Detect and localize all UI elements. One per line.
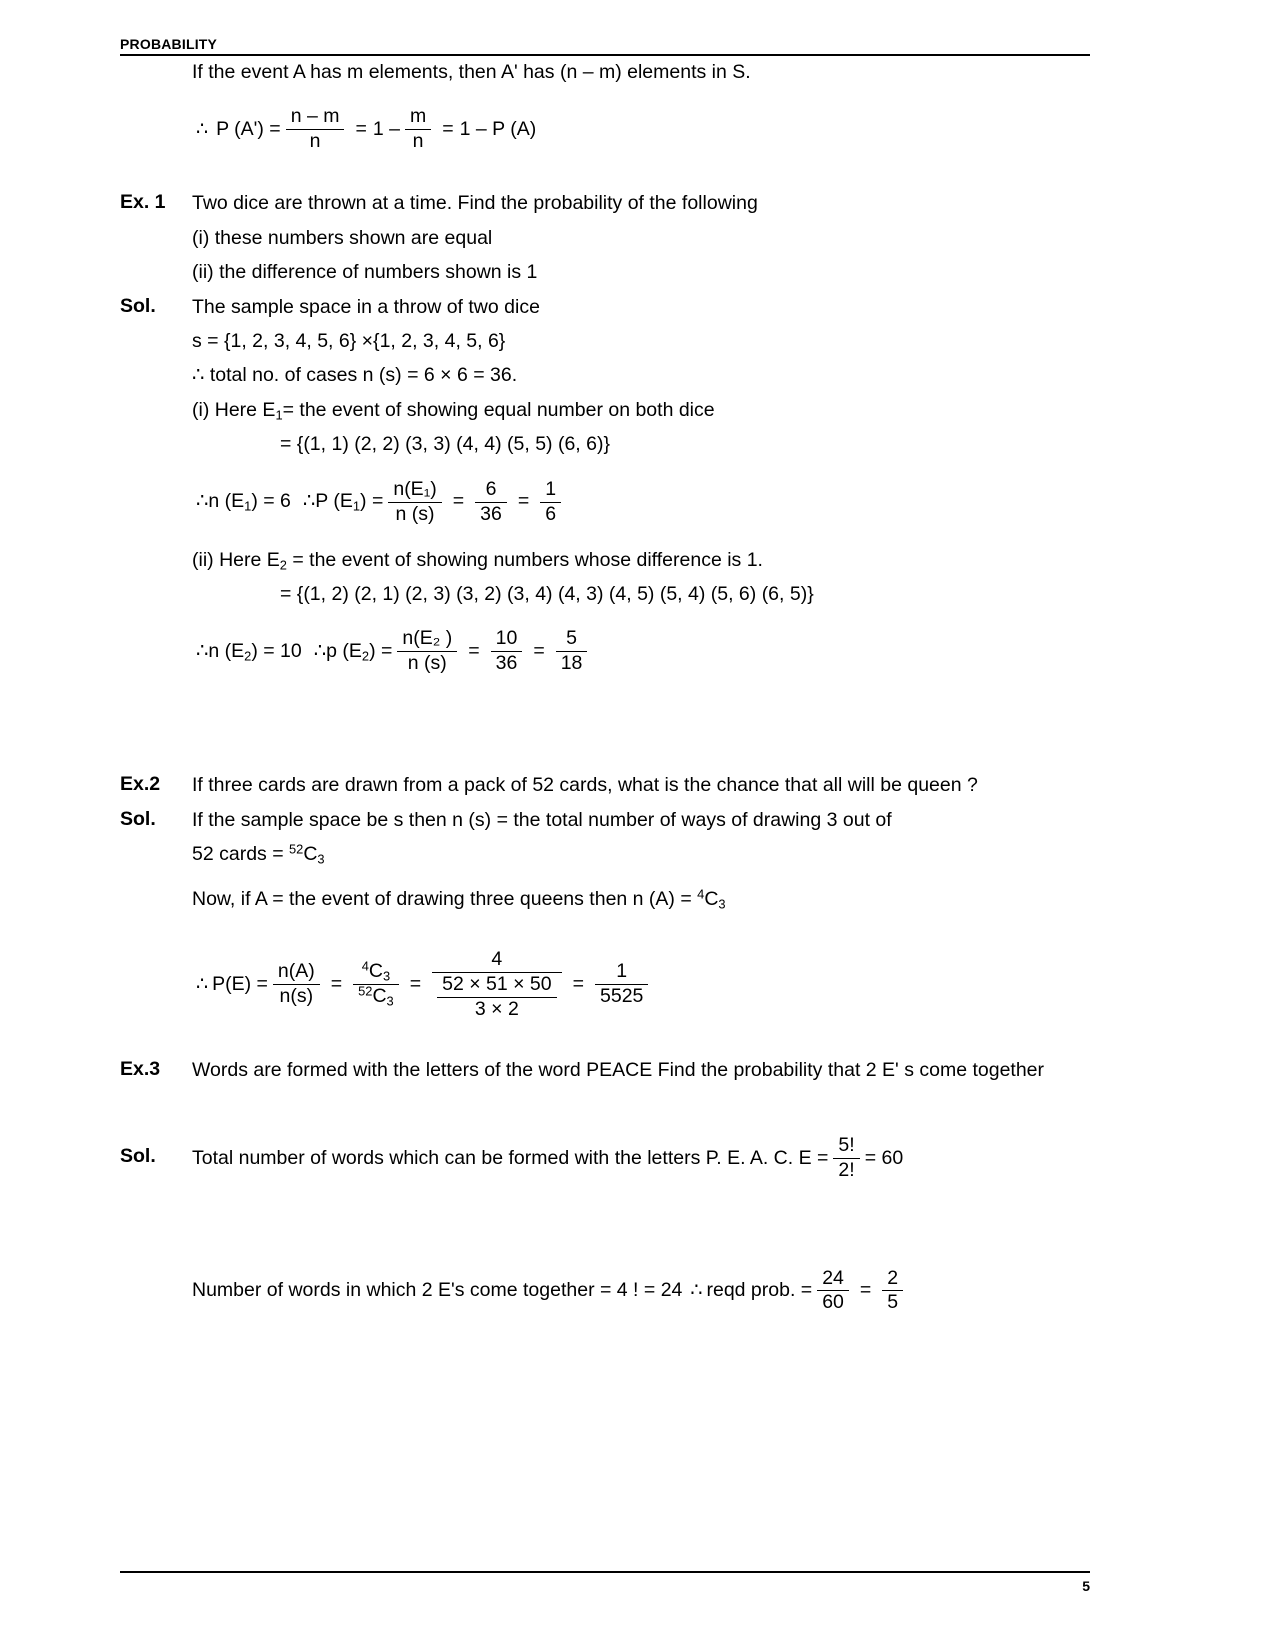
fraction-denominator: n [309,130,321,153]
part-i-event-definition [192,398,1090,423]
fraction-4c3-over-52c3 [353,958,399,1009]
example-1-tag: Ex. 1 [120,191,166,214]
fraction-5-over-18 [556,628,588,675]
fraction-2-over-5 [882,1268,903,1315]
p-e2-equals: ) = [369,640,393,663]
solution-tag: Sol. [120,807,156,830]
example-2-tag: Ex.2 [120,773,161,796]
fraction-numerator: n(E₂ ) [397,628,457,652]
part-ii-event-set: = {(1, 2) (2, 1) (2, 3) (3, 2) (3, 4) (4, 3) (4, 5) (5, 4) (5, 6) (6, 5)} [280,583,814,605]
fraction-numerator: 5 [556,628,588,652]
fraction-denominator: n (s) [395,502,435,525]
fraction-denominator: 6 [545,502,557,525]
n-e2-count-pre [196,642,302,662]
n-e2-value: ) = 10 [251,640,302,663]
equals-sign: = [355,118,367,141]
formula-tail: 1 – P (A) [459,118,537,141]
fraction-denominator: 5 [887,1291,899,1314]
fraction-denominator [432,973,562,1021]
fraction-denominator: 5525 [600,985,644,1008]
equals-sign: = [452,490,465,513]
fraction-numerator: m [405,106,431,130]
fraction-n-minus-m-over-n [286,106,345,153]
formula-lhs: P (A') = [216,118,281,141]
example-2-question: If three cards are drawn from a pack of 52 cards, what is the chance that all will be queen ? [192,774,978,797]
combination-superscript: 52 [358,983,373,999]
fraction-denominator: n (s) [407,652,447,675]
fraction-1-over-6 [540,479,561,526]
page-header [120,36,1090,56]
fraction-denominator: n [412,130,424,153]
fraction-ne1-over-ns [388,479,441,526]
p-e1-pre [302,490,384,515]
fraction-numerator: n – m [286,106,345,130]
combination-subscript: 3 [386,993,394,1009]
part-ii-label-pre: (ii) Here E [192,548,280,571]
part-ii-probability-formula [196,628,1090,675]
fraction-10-over-36 [491,628,523,675]
p-e1-label: ∴P (E [302,490,353,513]
solution-tag: Sol. [120,1144,156,1167]
n-e1-count-pre [196,490,291,515]
p-e2-subscript: 2 [361,648,370,664]
required-probability-label: reqd prob. = [706,1279,813,1302]
combination-c: C [704,887,719,910]
therefore-symbol: ∴ [196,119,209,141]
example-1-subquestion-i: (i) these numbers shown are equal [192,226,493,249]
example-2-solution-line-1: If the sample space be s then n (s) = the total number of ways of drawing 3 out of [192,808,892,831]
fraction-5fact-over-2fact [833,1135,859,1182]
words-together-text: Number of words in which 2 E's come together = 4 ! = 24 [192,1279,683,1302]
p-e2-pre [314,642,393,662]
equals-sign: = [330,972,343,995]
combination-c: C [303,843,318,866]
example-1-solution-row [120,294,1090,318]
page-number: 5 [1082,1578,1090,1594]
example-3-question: Words are formed with the letters of the word PEACE Find the probability that 2 E' s come together [192,1059,1045,1082]
combination-subscript: 3 [317,851,325,867]
total-words-value: = 60 [864,1146,904,1169]
example-1-question-row [120,193,1090,213]
fraction-numerator: 5! [833,1135,859,1159]
page-footer [120,1571,1090,1594]
cards-count-text: 52 cards = [192,843,290,866]
one-minus: 1 – [372,118,400,141]
solution-tag: Sol. [120,294,156,317]
combination-superscript: 4 [361,958,369,974]
solution-line-sample-space: The sample space in a throw of two dice [192,295,540,318]
fraction-denominator: 2! [838,1158,855,1181]
example-2-solution-row [120,807,1090,912]
example-3-solution-row [120,1135,1090,1182]
intro-line: If the event A has m elements, then A' has (n – m) elements in S. [192,61,751,83]
p-e1-equals: ) = [360,490,384,513]
example-2-probability-formula [196,949,1090,1020]
fraction-denominator: 18 [560,652,583,675]
example-2-solution-line-3 [192,885,1092,912]
part-i-label-pre: (i) Here E [192,398,276,421]
example-2-question-row [120,775,1090,795]
fraction-denominator: n(s) [279,985,314,1008]
fraction-denominator [353,985,399,1008]
fraction-numerator: 6 [475,479,507,503]
fraction-1-over-5525 [595,961,648,1008]
fraction-numerator: 1 [540,479,561,503]
fraction-m-over-n [405,106,431,153]
combination-subscript: 3 [382,969,391,984]
therefore-symbol: ∴ [196,974,209,996]
example-1-subquestion-ii: (ii) the difference of numbers shown is 1 [192,261,538,284]
fraction-numerator: n(A) [273,961,320,985]
fraction-ne2-over-ns [397,628,457,675]
n-e1-value: ) = 6 [251,490,291,513]
complement-probability-formula [196,106,1090,153]
nested-numerator: 52 × 51 × 50 [437,974,557,998]
fraction-numerator: 1 [595,961,648,985]
example-3-solution-line-2 [192,1268,1090,1315]
n-e1-label: ∴n (E [196,490,245,513]
total-words-text: Total number of words which can be formed with the letters P. E. A. C. E = [192,1146,829,1169]
nested-fraction [437,974,557,1021]
example-1-question: Two dice are thrown at a time. Find the probability of the following [192,192,758,215]
fraction-denominator: 60 [822,1291,844,1314]
example-2-solution-line-2 [192,841,1092,867]
example-3-tag: Ex.3 [120,1058,161,1081]
fraction-na-over-ns [273,961,320,1008]
combination-superscript: 52 [289,841,304,857]
fraction-numerator: 2 [882,1268,903,1292]
fraction-6-over-36 [475,479,507,526]
header-divider [120,54,1090,56]
fraction-24-over-60 [817,1268,849,1315]
example-3-question-row [120,1060,1090,1080]
fraction-numerator: 4 [432,949,562,973]
document-content [120,62,1090,1314]
p-e2-label: ∴p (E [313,640,362,663]
formula-lhs: P(E) = [212,972,268,995]
n-e1-subscript: 1 [244,499,252,515]
part-i-event-set: = {(1, 1) (2, 2) (3, 3) (4, 4) (5, 5) (6, 6)} [280,433,610,456]
n-e2-subscript: 2 [244,648,252,664]
solution-line-total-cases: ∴ total no. of cases n (s) = 6 × 6 = 36. [192,364,518,387]
p-e1-subscript: 1 [352,499,361,515]
part-ii-label-post: = the event of showing numbers whose difference is 1. [292,548,763,571]
equals-sign: = [572,972,585,995]
equals-sign: = [533,640,545,663]
part-i-probability-formula [196,479,1090,526]
part-ii-subscript: 2 [279,557,287,573]
fraction-denominator: 36 [480,502,502,525]
fraction-numerator: n(E₁) [388,479,441,503]
fraction-4-over-nested [432,949,562,1020]
equals-sign: = [468,640,480,663]
solution-line-set-product: s = {1, 2, 3, 4, 5, 6} ×{1, 2, 3, 4, 5, 6} [192,330,506,352]
equals-sign: = [442,118,454,141]
combination-c: C [368,960,383,983]
equals-sign: = [859,1279,872,1302]
equals-sign: = [409,972,422,995]
combination-c: C [372,985,387,1008]
queens-event-text: Now, if A = the event of drawing three queens then n (A) = [192,887,698,910]
example-3-solution-line-1 [192,1135,1090,1182]
part-i-label-post: = the event of showing equal number on both dice [282,398,715,421]
nested-denominator: 3 × 2 [474,997,519,1020]
fraction-numerator [353,958,399,985]
combination-superscript: 4 [697,885,705,901]
header-title: PROBABILITY [120,36,218,52]
therefore-symbol: ∴ [690,1280,703,1302]
part-i-subscript: 1 [275,407,283,423]
equals-sign: = [517,490,530,513]
fraction-numerator: 24 [817,1268,849,1292]
fraction-denominator: 36 [495,652,518,675]
n-e2-label: ∴n (E [196,640,245,663]
fraction-numerator: 10 [491,628,523,652]
combination-subscript: 3 [718,896,726,912]
part-ii-event-definition [192,548,1090,573]
